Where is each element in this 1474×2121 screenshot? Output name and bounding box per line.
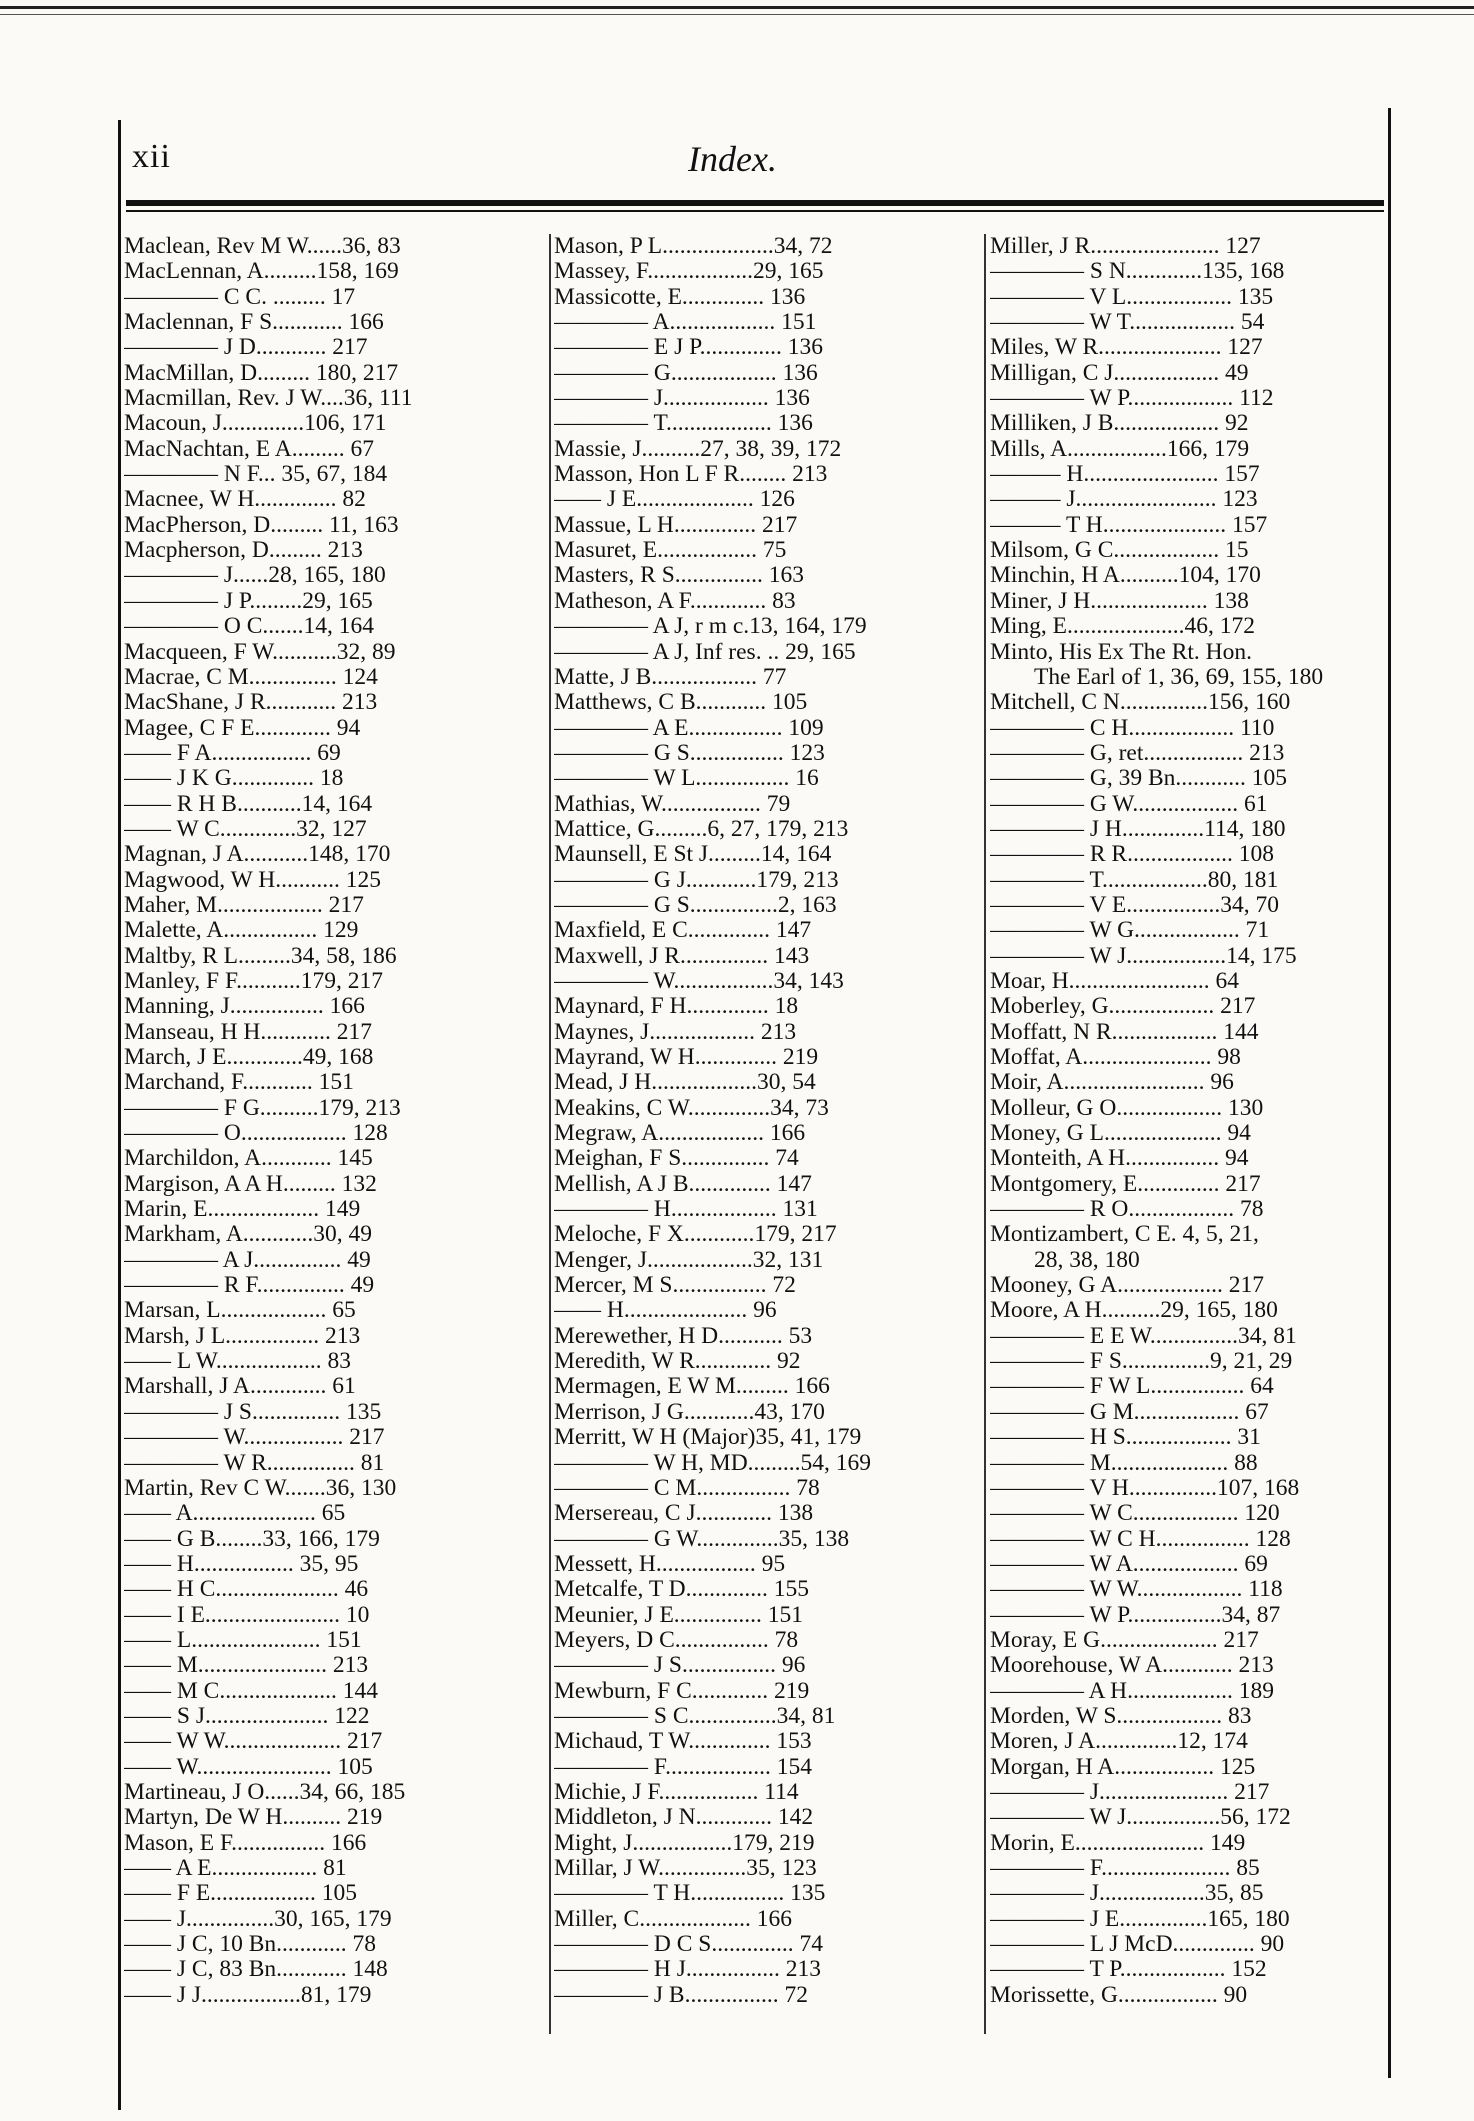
index-entry: Metcalfe, T D.............. 155 (554, 1577, 809, 1603)
index-entry: ———— E E W...............34, 81 (990, 1323, 1297, 1349)
index-entry: —— J...............30, 165, 179 (124, 1906, 392, 1932)
index-entry: Meakins, C W..............34, 73 (554, 1095, 829, 1121)
index-entry: Macpherson, D......... 213 (124, 538, 363, 564)
index-entry: Montizambert, C E. 4, 5, 21, (990, 1222, 1259, 1248)
index-entry: —— J J.................81, 179 (124, 1982, 372, 2008)
index-entry: ———— W P.................. 112 (990, 386, 1274, 412)
index-entry: Meunier, J E............... 151 (554, 1602, 804, 1628)
index-entry: Morden, W S.................. 83 (990, 1703, 1252, 1729)
index-entry: ———— J......28, 165, 180 (124, 563, 386, 589)
index-entry: Macqueen, F W...........32, 89 (124, 639, 396, 665)
index-entry: ———— G S................ 123 (554, 740, 825, 766)
index-entry: —— A..................... 65 (124, 1501, 346, 1527)
index-entry: Michaud, T W.............. 153 (554, 1729, 812, 1755)
index-entry: ———— A.................. 151 (554, 310, 817, 336)
index-entry: Meloche, F X............179, 217 (554, 1222, 837, 1248)
index-entry: Might, J.................179, 219 (554, 1830, 815, 1856)
index-entry: ———— C M................ 78 (554, 1475, 820, 1501)
index-entry: —— J K G.............. 18 (124, 766, 344, 792)
index-entry: Markham, A............30, 49 (124, 1222, 373, 1248)
index-entry: Mason, E F................ 166 (124, 1830, 367, 1856)
page-header (128, 138, 1383, 188)
index-entry: —— H................. 35, 95 (124, 1551, 359, 1577)
page-right-edge (1388, 108, 1391, 2078)
index-entry: ———— T P.................. 152 (990, 1957, 1267, 1983)
index-entry: Moren, J A..............12, 174 (990, 1729, 1248, 1755)
index-entry: ———— D C S.............. 74 (554, 1932, 823, 1958)
index-entry: Messett, H................. 95 (554, 1551, 786, 1577)
index-entry: ———— J..................35, 85 (990, 1881, 1264, 1907)
index-entry: ———— A E................ 109 (554, 715, 824, 741)
index-entry: Meredith, W R............. 92 (554, 1349, 801, 1375)
index-entry: Montgomery, E.............. 217 (990, 1171, 1261, 1197)
index-entry: ———— W H, MD.........54, 169 (554, 1450, 872, 1476)
index-entry: Marshall, J A............. 61 (124, 1374, 356, 1400)
index-entry: ———— M.................... 88 (990, 1450, 1258, 1476)
index-entry: Mathias, W................. 79 (554, 791, 791, 817)
index-entry: ———— R O.................. 78 (990, 1197, 1264, 1223)
index-entry: ———— C C. ......... 17 (124, 284, 356, 310)
index-entry: Moorehouse, W A............ 213 (990, 1653, 1274, 1679)
index-entry: ——— J........................ 123 (990, 487, 1258, 513)
index-entry: The Earl of 1, 36, 69, 155, 180 (1034, 664, 1324, 690)
index-entry: Maher, M.................. 217 (124, 892, 364, 918)
index-entry: Milligan, C J.................. 49 (990, 360, 1249, 386)
index-entry: ———— W C H................ 128 (990, 1526, 1291, 1552)
index-entry: MacLennan, A.........158, 169 (124, 259, 399, 285)
index-entry: Meighan, F S............... 74 (554, 1146, 799, 1172)
index-entry: ———— V E................34, 70 (990, 892, 1279, 918)
index-entry: ———— G S...............2, 163 (554, 892, 837, 918)
index-entry: Moffatt, N R.................. 144 (990, 1019, 1259, 1045)
index-entry: Magnan, J A...........148, 170 (124, 842, 391, 868)
index-entry: Moffat, A...................... 98 (990, 1045, 1241, 1070)
index-entry: Matheson, A F............. 83 (554, 588, 796, 614)
index-entry: —— W W.................... 217 (124, 1729, 383, 1755)
index-entry: Merewether, H D........... 53 (554, 1323, 813, 1349)
index-entry: MacPherson, D......... 11, 163 (124, 512, 399, 538)
index-entry: Moore, A H..........29, 165, 180 (990, 1298, 1278, 1324)
index-entry: ———— A H.................. 189 (990, 1678, 1274, 1704)
index-entry: ———— J H..............114, 180 (990, 816, 1286, 842)
index-entry: Massie, J..........27, 38, 39, 172 (554, 436, 842, 462)
index-entry: Michie, J F................. 114 (554, 1779, 799, 1805)
index-entry: ———— J P.........29, 165 (124, 588, 373, 614)
index-entry: Merrison, J G............43, 170 (554, 1399, 825, 1425)
index-entry: Manning, J................ 166 (124, 994, 365, 1020)
index-entry: Mewburn, F C............. 219 (554, 1678, 810, 1704)
index-entry: —— J E.................... 126 (554, 487, 795, 513)
index-entry: Mitchell, C N...............156, 160 (990, 690, 1291, 716)
index-entry: Molleur, G O.................. 130 (990, 1095, 1264, 1121)
index-entry: Money, G L.................... 94 (990, 1121, 1251, 1147)
top-border-thin-rule (0, 14, 1474, 15)
page-number: xii (132, 138, 171, 175)
index-entry: March, J E.............49, 168 (124, 1045, 374, 1070)
index-entry: ——— T H..................... 157 (990, 512, 1268, 538)
index-entry: ———— F S...............9, 21, 29 (990, 1349, 1293, 1375)
index-entry: MacShane, J R............ 213 (124, 690, 378, 716)
index-entry: ———— J.................. 136 (554, 386, 810, 412)
header-rule-thin (126, 210, 1384, 212)
index-entry: Maltby, R L.........34, 58, 186 (124, 943, 397, 969)
index-entry: ———— F.................. 154 (554, 1754, 812, 1780)
index-entry: ———— O C.......14, 164 (124, 614, 375, 640)
index-entry: Monteith, A H................ 94 (990, 1146, 1249, 1172)
index-entry: Meyers, D C................ 78 (554, 1627, 799, 1653)
index-entry: Massey, F..................29, 165 (554, 259, 824, 285)
index-entry: Maynes, J.................. 213 (554, 1019, 797, 1045)
index-entry: —— I E....................... 10 (124, 1602, 370, 1628)
header-rule-thick (126, 200, 1384, 206)
index-entry: ———— T H................ 135 (554, 1881, 826, 1907)
index-entry: ———— J E...............165, 180 (990, 1906, 1290, 1932)
index-entry: Maclean, Rev M W......36, 83 (124, 234, 401, 259)
index-entry: Mattice, G.........6, 27, 179, 213 (554, 816, 849, 842)
index-entry: Mercer, M S................ 72 (554, 1273, 796, 1299)
index-entry: Merritt, W H (Major)35, 41, 179 (554, 1425, 862, 1451)
index-entry: Massicotte, E.............. 136 (554, 284, 806, 310)
index-entry: —— M...................... 213 (124, 1653, 369, 1679)
index-entry: Middleton, J N............. 142 (554, 1805, 814, 1831)
index-column-1 (124, 234, 548, 2034)
index-entry: Minchin, H A..........104, 170 (990, 563, 1261, 589)
index-entry: ———— G W..............35, 138 (554, 1526, 850, 1552)
index-entry: Miller, J R...................... 127 (990, 234, 1261, 259)
index-entry: ———— G W.................. 61 (990, 791, 1268, 817)
index-entry: —— F A................. 69 (124, 740, 341, 766)
index-entry: —— H..................... 96 (554, 1298, 777, 1324)
index-entry: ———— G, 39 Bn............ 105 (990, 766, 1288, 792)
index-entry: Maxwell, J R............... 143 (554, 943, 810, 969)
index-entry: Matthews, C B............ 105 (554, 690, 808, 716)
index-entry: —— H C..................... 46 (124, 1577, 369, 1603)
page-title: Index. (688, 139, 777, 179)
index-entry: ———— W J.................14, 175 (990, 943, 1297, 969)
index-entry: MacNachtan, E A......... 67 (124, 436, 374, 462)
index-entry: Magwood, W H........... 125 (124, 867, 381, 893)
index-entry: Mead, J H..................30, 54 (554, 1070, 816, 1096)
index-entry: ——— H....................... 157 (990, 462, 1260, 488)
index-entry: ———— W P................34, 87 (990, 1602, 1281, 1628)
index-entry: Moar, H........................ 64 (990, 968, 1240, 994)
index-entry: Magee, C F E............. 94 (124, 715, 361, 741)
index-entry: Martyn, De W H.......... 219 (124, 1805, 383, 1831)
index-entry: ———— W L................ 16 (554, 766, 819, 792)
index-entry: ———— F W L................ 64 (990, 1374, 1274, 1400)
index-entry: ———— G J............179, 213 (554, 867, 839, 893)
index-entry: —— J C, 83 Bn............ 148 (124, 1957, 388, 1983)
index-entry: ———— W C.................. 120 (990, 1501, 1280, 1527)
index-entry: ———— G.................. 136 (554, 360, 818, 386)
index-entry: ———— W.................34, 143 (554, 968, 844, 994)
index-entry: ———— G, ret................. 213 (990, 740, 1285, 766)
index-entry: Moir, A........................ 96 (990, 1070, 1234, 1096)
index-entry: Mills, A.................166, 179 (990, 436, 1250, 462)
index-columns (124, 234, 1384, 2054)
index-entry: ———— H.................. 131 (554, 1197, 818, 1223)
index-entry: Macnee, W H.............. 82 (124, 487, 366, 513)
index-entry: Mayrand, W H.............. 219 (554, 1045, 819, 1070)
index-entry: ———— F...................... 85 (990, 1856, 1260, 1881)
index-entry: —— A E.................. 81 (124, 1856, 347, 1881)
index-entry: ———— H S.................. 31 (990, 1425, 1261, 1451)
index-entry: Manseau, H H............ 217 (124, 1019, 373, 1045)
index-entry: ———— W J................56, 172 (990, 1805, 1291, 1831)
index-entry: Massue, L H.............. 217 (554, 512, 798, 538)
index-entry: Margison, A A H......... 132 (124, 1171, 377, 1197)
index-entry: ———— C H.................. 110 (990, 715, 1275, 741)
column-divider (984, 234, 986, 2034)
index-entry: ———— L J McD.............. 90 (990, 1932, 1285, 1958)
index-entry: Maunsell, E St J.........14, 164 (554, 842, 832, 868)
index-entry: ———— T.................. 136 (554, 411, 813, 437)
index-entry: Masson, Hon L F R........ 213 (554, 462, 828, 488)
index-entry: ———— V L.................. 135 (990, 284, 1274, 310)
index-entry: Masuret, E................. 75 (554, 538, 787, 564)
index-entry: MacMillan, D......... 180, 217 (124, 360, 399, 386)
index-entry: Morissette, G................. 90 (990, 1982, 1248, 2008)
index-entry: Millar, J W...............35, 123 (554, 1856, 817, 1881)
index-entry: —— J C, 10 Bn............ 78 (124, 1932, 376, 1958)
index-entry: Marsan, L.................. 65 (124, 1298, 356, 1324)
index-entry: Milliken, J B.................. 92 (990, 411, 1249, 437)
index-entry: ———— F G..........179, 213 (124, 1095, 401, 1121)
index-entry: Mersereau, C J............. 138 (554, 1501, 814, 1527)
index-entry: Minto, His Ex The Rt. Hon. (990, 639, 1252, 665)
index-entry: Marchildon, A............ 145 (124, 1146, 373, 1172)
index-entry: ———— J S............... 135 (124, 1399, 382, 1425)
index-entry: ———— W G.................. 71 (990, 918, 1270, 944)
index-entry: Ming, E....................46, 172 (990, 614, 1256, 640)
column-divider (549, 234, 551, 2034)
index-entry: Maynard, F H.............. 18 (554, 994, 799, 1020)
index-entry: Matte, J B.................. 77 (554, 664, 787, 690)
index-entry: ———— R F............... 49 (124, 1273, 375, 1299)
index-entry: Milsom, G C.................. 15 (990, 538, 1249, 564)
index-entry: Mooney, G A.................. 217 (990, 1273, 1264, 1299)
index-column-2 (554, 234, 984, 2034)
index-entry: ———— J B................ 72 (554, 1982, 808, 2008)
index-entry: —— M C.................... 144 (124, 1678, 378, 1704)
index-entry: Miles, W R..................... 127 (990, 335, 1263, 361)
index-entry: —— L W.................. 83 (124, 1349, 351, 1375)
index-entry: Marsh, J L................ 213 (124, 1323, 361, 1349)
index-entry: Marchand, F............ 151 (124, 1070, 354, 1096)
index-entry: —— G B........33, 166, 179 (124, 1526, 380, 1552)
index-entry: ———— O.................. 128 (124, 1121, 388, 1147)
index-entry: Macoun, J..............106, 171 (124, 411, 387, 437)
index-entry: ———— W T.................. 54 (990, 310, 1265, 336)
index-entry: Martin, Rev C W.......36, 130 (124, 1475, 397, 1501)
index-entry: ———— N F... 35, 67, 184 (124, 462, 388, 488)
index-entry: Mermagen, E W M......... 166 (554, 1374, 830, 1400)
index-entry: ———— R R.................. 108 (990, 842, 1274, 868)
index-entry: Macrae, C M............... 124 (124, 664, 378, 690)
index-entry: ———— T..................80, 181 (990, 867, 1279, 893)
index-entry: ———— S C...............34, 81 (554, 1703, 836, 1729)
index-entry: ———— J D............ 217 (124, 335, 368, 361)
index-entry: ———— S N.............135, 168 (990, 259, 1285, 285)
index-entry: Moberley, G.................. 217 (990, 994, 1256, 1020)
index-entry: —— R H B...........14, 164 (124, 791, 373, 817)
index-entry: ———— A J, Inf res. .. 29, 165 (554, 639, 856, 665)
top-border-rule (0, 6, 1474, 9)
index-entry: —— W C.............32, 127 (124, 816, 367, 842)
index-entry: Moray, E G.................... 217 (990, 1627, 1259, 1653)
index-entry: 28, 38, 180 (1034, 1247, 1140, 1273)
index-entry: ———— A J............... 49 (124, 1247, 371, 1273)
index-entry: Miner, J H.................... 138 (990, 588, 1249, 614)
index-entry: Morin, E...................... 149 (990, 1830, 1246, 1856)
index-entry: ———— H J................ 213 (554, 1957, 821, 1983)
index-entry: Masters, R S............... 163 (554, 563, 805, 589)
index-entry: —— S J..................... 122 (124, 1703, 370, 1729)
index-entry: —— L...................... 151 (124, 1627, 362, 1653)
index-column-3 (990, 234, 1384, 2034)
index-entry: Morgan, H A................. 125 (990, 1754, 1256, 1780)
index-entry: Megraw, A.................. 166 (554, 1121, 806, 1147)
index-entry: ———— W R............... 81 (124, 1450, 385, 1476)
index-entry: ———— W A.................. 69 (990, 1551, 1268, 1577)
index-entry: ———— A J, r m c.13, 164, 179 (554, 614, 867, 640)
index-entry: Manley, F F...........179, 217 (124, 968, 384, 994)
index-entry: Mason, P L...................34, 72 (554, 234, 833, 259)
index-entry: ———— J S................ 96 (554, 1653, 806, 1679)
index-entry: Macmillan, Rev. J W....36, 111 (124, 386, 413, 412)
index-entry: ———— J...................... 217 (990, 1779, 1270, 1805)
index-entry: —— F E.................. 105 (124, 1881, 358, 1907)
index-entry: Marin, E................... 149 (124, 1197, 361, 1223)
index-entry: Malette, A................ 129 (124, 918, 359, 944)
index-entry: ———— W W.................. 118 (990, 1577, 1283, 1603)
index-entry: Maxfield, E C.............. 147 (554, 918, 812, 944)
index-entry: ———— G M.................. 67 (990, 1399, 1269, 1425)
index-entry: Menger, J..................32, 131 (554, 1247, 824, 1273)
index-entry: ———— W................. 217 (124, 1425, 385, 1451)
index-entry: Martineau, J O......34, 66, 185 (124, 1779, 406, 1805)
index-entry: —— W....................... 105 (124, 1754, 373, 1780)
index-entry: ———— V H...............107, 168 (990, 1475, 1300, 1501)
index-entry: Maclennan, F S............ 166 (124, 310, 384, 336)
index-entry: ———— E J P.............. 136 (554, 335, 823, 361)
index-entry: Mellish, A J B.............. 147 (554, 1171, 812, 1197)
index-entry: Miller, C................... 166 (554, 1906, 792, 1932)
